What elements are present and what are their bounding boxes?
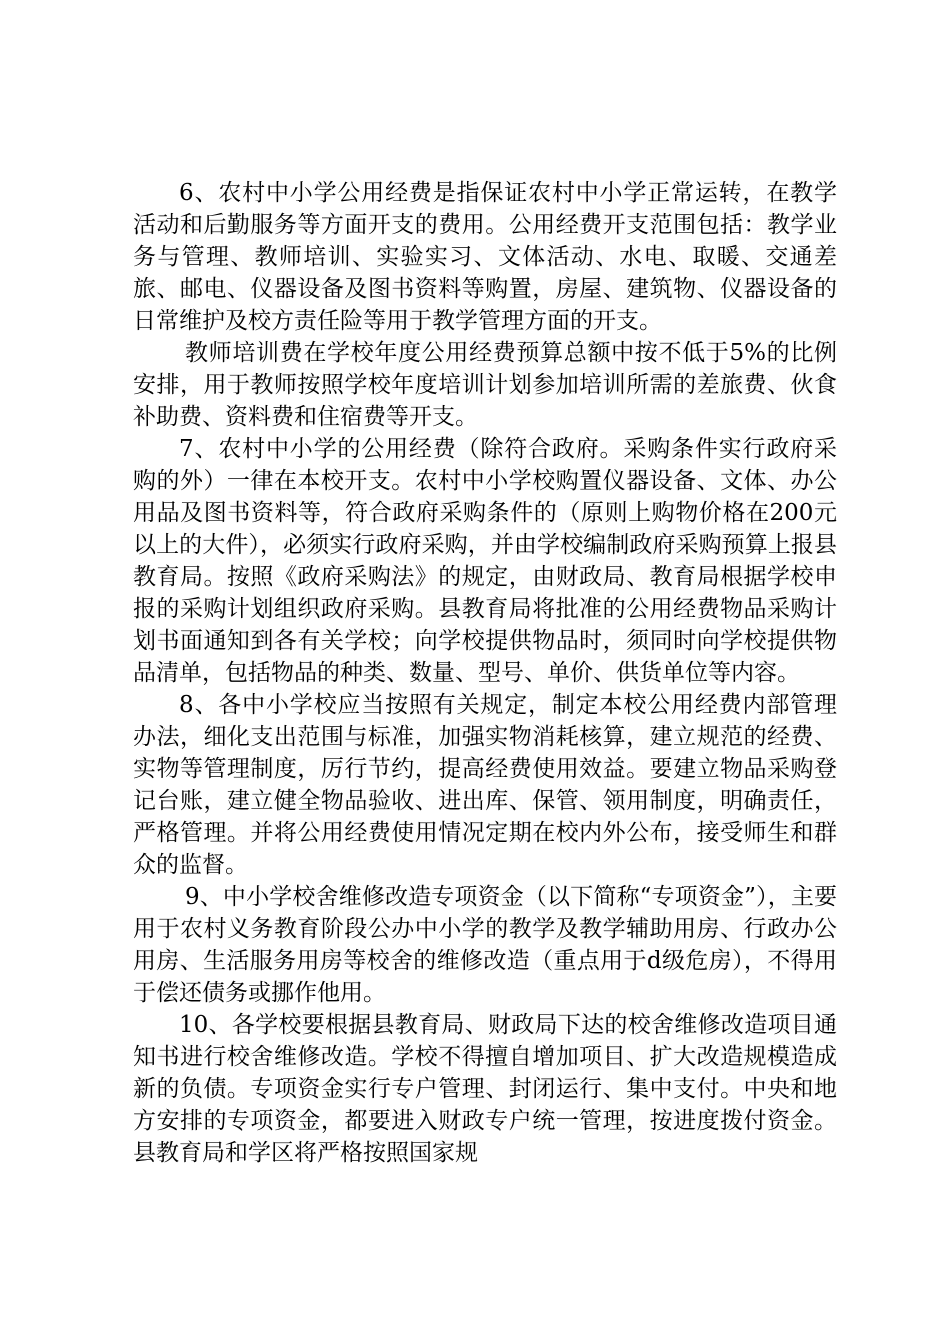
paragraph-7: 7、农村中小学的公用经费（除符合政府。采购条件实行政府采购的外）一律在本校开支。农村中小学校购置仪器设备、文体、办公用品及图书资料等，符合政府采购条件的（原则上购物价格在200元以上的大件），必须实行政府采购，并由学校编制政府采购预算上报县教育局。按照《政府采购法》的规定，由财政局、教育局根据学校申报的采购计划组织政府采购。县教育局将批准的公用经费物品采购计划书面通知到各有关学校；向学校提供物品时，须同时向学校提供物品清单，包括物品的种类、数量、型号、单价、供货单位等内容。 bbox=[133, 436, 837, 686]
paragraph-6: 6、农村中小学公用经费是指保证农村中小学正常运转，在教学活动和后勤服务等方面开支的费用。公用经费开支范围包括：教学业务与管理、教师培训、实验实习、文体活动、水电、取暖、交通差旅、邮电、仪器设备及图书资料等购置，房屋、建筑物、仪器设备的日常维护及校方责任险等用于教学管理方面的开支。 bbox=[133, 180, 837, 334]
paragraph-teacher-training: 教师培训费在学校年度公用经费预算总额中按不低于5%的比例安排，用于教师按照学校年度培训计划参加培训所需的差旅费、伙食补助费、资料费和住宿费等开支。 bbox=[133, 340, 837, 430]
document-body bbox=[133, 177, 837, 1169]
paragraph-8: 8、各中小学校应当按照有关规定，制定本校公用经费内部管理办法，细化支出范围与标准，加强实物消耗核算，建立规范的经费、实物等管理制度，厉行节约，提高经费使用效益。要建立物品采购登记台账，建立健全物品验收、进出库、保管、领用制度，明确责任，严格管理。并将公用经费使用情况定期在校内外公布，接受师生和群众的监督。 bbox=[133, 692, 837, 878]
paragraph-9: 9、中小学校舍维修改造专项资金（以下简称“专项资金”），主要用于农村义务教育阶段公办中小学的教学及教学辅助用房、行政办公用房、生活服务用房等校舍的维修改造（重点用于d级危房），不得用于偿还债务或挪作他用。 bbox=[133, 884, 837, 1006]
paragraph-10: 10、各学校要根据县教育局、财政局下达的校舍维修改造项目通知书进行校舍维修改造。学校不得擅自增加项目、扩大改造规模造成新的负债。专项资金实行专户管理、封闭运行、集中支付。中央和地方安排的专项资金，都要进入财政专户统一管理，按进度拨付资金。县教育局和学区将严格按照国家规 bbox=[133, 1012, 837, 1166]
